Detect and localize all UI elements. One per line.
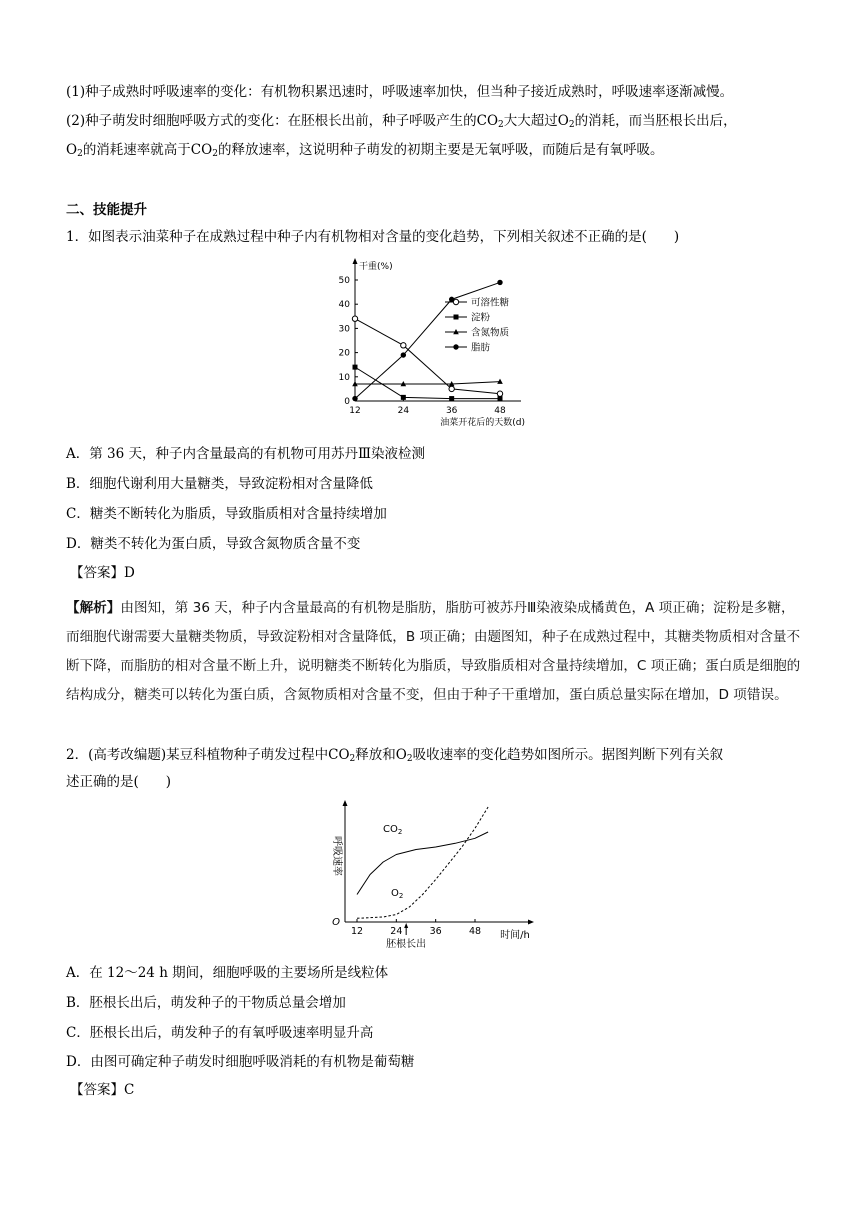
y-tick-label: 30 — [338, 324, 350, 335]
legend-label: 可溶性糖 — [471, 297, 510, 309]
y-axis-label: 呼吸速率 — [331, 836, 342, 876]
x-axis-label: 时间/h — [500, 930, 530, 941]
annotation-label: 胚根长出 — [386, 939, 427, 950]
y-axis-arrow — [343, 800, 348, 806]
question-2-stem-cont: 述正确的是( ) — [66, 774, 172, 790]
x-tick-label: 36 — [445, 406, 458, 416]
x-tick-label: 24 — [390, 926, 403, 937]
question-1-stem: 1．如图表示油菜种子在成熟过程中种子内有机物相对含量的变化趋势，下列相关叙述不正确的是( ) — [66, 229, 680, 245]
data-point — [352, 316, 357, 321]
x-tick-label: 36 — [429, 926, 442, 937]
legend-marker — [453, 299, 458, 304]
question-1-answer: 【答案】D — [70, 565, 135, 581]
series-curve-co2 — [357, 832, 488, 895]
x-tick-label: 48 — [468, 926, 482, 937]
analysis-text: 由图知，第 36 天，种子内含量最高的有机物是脂肪，脂肪可被苏丹Ⅲ染液染成橘黄色，A 项正确；淀粉是多糖，而细胞代谢需要大量糖类物质，导致淀粉相对含量降低，B 项正确；由题图知，种子在成熟过程中，其糖类物质相对含量不断下降，而脂肪的相对含量不断上升，说明糖类不断转化为脂质，导致脂质相对含量持续增加，C 项正确；蛋白质是细胞的结构成分，糖类可以转化为蛋白质，含氮物质相对含量不变，但由于种子干重增加，蛋白质总量实际在增加，D 项错误。 — [66, 600, 801, 703]
question-1-option-b: B．细胞代谢利用大量糖类，导致淀粉相对含量降低 — [66, 476, 373, 492]
series-curve-o2 — [357, 807, 488, 918]
data-point — [353, 365, 358, 370]
x-tick-label: 12 — [349, 406, 361, 416]
data-point — [449, 386, 454, 391]
legend-label: 淀粉 — [471, 312, 491, 324]
y-tick-label: 0 — [344, 397, 350, 407]
question-2-option-d: D．由图可确定种子萌发时细胞呼吸消耗的有机物是葡萄糖 — [66, 1054, 415, 1070]
y-tick-label: 20 — [338, 348, 350, 359]
x-axis-arrow — [528, 920, 534, 925]
question-2-option-c: C．胚根长出后，萌发种子的有氧呼吸速率明显升高 — [66, 1025, 374, 1041]
question-1-option-a: A．第 36 天，种子内含量最高的有机物可用苏丹Ⅲ染液检测 — [66, 446, 426, 462]
legend-marker — [454, 315, 459, 320]
x-tick-label: 48 — [494, 406, 506, 416]
data-point — [497, 391, 502, 396]
chart-organic-content — [325, 255, 550, 435]
question-1-option-c: C．糖类不断转化为脂质，导致脂质相对含量持续增加 — [66, 506, 387, 522]
data-point — [401, 352, 406, 357]
data-point — [498, 396, 503, 401]
x-tick-label: 24 — [397, 406, 410, 416]
intro-paragraph-3: $O_2$的消耗速率就高于$CO_2$的释放速率，这说明种子萌发的初期主要是无氧呼吸，而随后是有氧呼吸。 — [66, 142, 664, 159]
legend-marker — [453, 344, 458, 349]
data-point — [352, 396, 357, 401]
data-point — [497, 280, 502, 285]
legend-label: 脂肪 — [471, 342, 491, 354]
question-2-option-a: A．在 12～24 h 期间，细胞呼吸的主要场所是线粒体 — [66, 965, 389, 981]
data-point — [401, 395, 406, 400]
question-2-option-b: B．胚根长出后，萌发种子的干物质总量会增加 — [66, 995, 346, 1011]
data-point — [449, 396, 454, 401]
analysis-tag: 【解析】 — [66, 600, 121, 616]
data-point — [401, 343, 406, 348]
annotation-arrow-head — [404, 923, 408, 928]
x-axis-label: 油菜开花后的天数(d) — [440, 418, 525, 428]
series-label-o2: $O_2$ — [391, 888, 404, 900]
series-line-3 — [355, 382, 500, 384]
y-tick-label: 10 — [338, 372, 350, 383]
y-tick-label: 50 — [338, 276, 350, 286]
origin-label: O — [332, 917, 340, 928]
question-1-analysis — [66, 594, 806, 710]
question-2-stem: 2．(高考改编题)某豆科植物种子萌发过程中$CO_2$释放和$O_2$吸收速率的变化趋势如图所示。据图判断下列有关叙 — [66, 747, 724, 764]
y-tick-label: 40 — [338, 300, 350, 311]
chart-respiration-rate — [325, 796, 545, 956]
legend-label: 含氮物质 — [471, 327, 510, 339]
series-label-co2: $CO_2$ — [383, 824, 403, 836]
y-axis-label: 干重(%) — [359, 262, 393, 272]
y-axis-arrow — [353, 258, 358, 264]
intro-paragraph-1: (1)种子成熟时呼吸速率的变化：有机物积累迅速时，呼吸速率加快，但当种子接近成熟时，呼吸速率逐渐减慢。 — [66, 84, 734, 100]
section-heading: 二、技能提升 — [66, 202, 147, 218]
intro-paragraph-2: (2)种子萌发时细胞呼吸方式的变化：在胚根长出前，种子呼吸产生的$CO_2$大大超过$O_2$的消耗，而当胚根长出后， — [66, 113, 737, 130]
question-1-option-d: D．糖类不转化为蛋白质，导致含氮物质含量不变 — [66, 536, 361, 552]
question-2-answer: 【答案】C — [70, 1082, 135, 1098]
x-tick-label: 12 — [350, 926, 364, 937]
